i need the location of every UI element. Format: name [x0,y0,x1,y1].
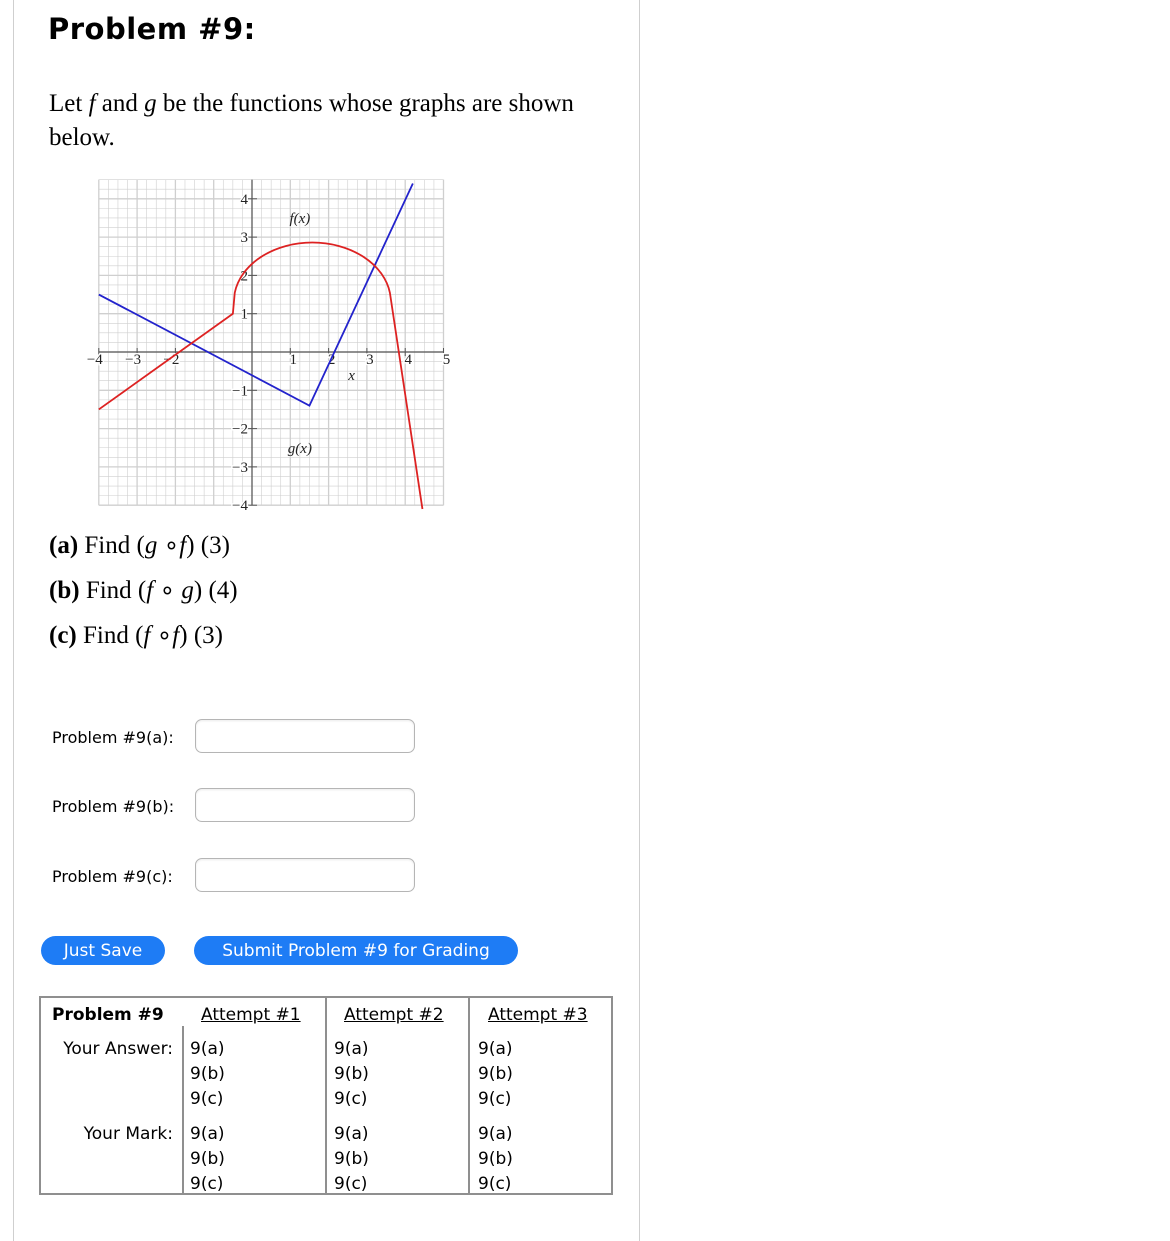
answer-input-c[interactable] [195,858,415,892]
y-tick-label: −2 [232,421,248,438]
your-mark-label: Your Mark: [83,1124,173,1144]
y-tick-label: −1 [232,383,248,400]
answer-label-c: Problem #9(c): [52,867,173,886]
f-curve [99,243,423,510]
x-tick-label: 2 [327,352,336,368]
f-curve-label: f(x) [289,210,311,227]
x-axis-label: x [348,367,355,384]
table-divider [182,1026,184,1193]
y-tick-label: 4 [240,191,248,208]
problem-statement: Let f and g be the functions whose graphs are shown below. [49,90,574,151]
attempt-3-link[interactable]: Attempt #3 [488,1005,588,1025]
left-border-line [13,0,14,1241]
page-title: Problem #9: [48,12,256,46]
function-graph [86,180,470,515]
y-tick-label: −3 [232,459,248,476]
x-tick-label: 5 [442,352,451,368]
answer-input-a[interactable] [195,719,415,753]
attempt-2-answers: 9(a) 9(b) 9(c) [334,1039,369,1109]
question-a: (a) Find (g ∘f) (3) [49,532,230,559]
attempt-1-marks: 9(a) 9(b) 9(c) [190,1124,225,1194]
g-curve-label: g(x) [287,440,312,457]
attempt-1-link[interactable]: Attempt #1 [201,1005,301,1025]
just-save-button[interactable]: Just Save [41,936,165,965]
x-tick-label: 3 [366,352,374,368]
your-answer-label: Your Answer: [63,1039,173,1059]
attempts-table [39,996,613,1195]
answer-input-b[interactable] [195,788,415,822]
right-border-line [639,0,640,1241]
attempt-2-link[interactable]: Attempt #2 [344,1005,444,1025]
table-divider [468,998,470,1193]
attempts-table-header: Problem #9 [52,1005,164,1025]
attempt-2-marks: 9(a) 9(b) 9(c) [334,1124,369,1194]
attempt-3-answers: 9(a) 9(b) 9(c) [478,1039,513,1109]
y-tick-label: −4 [232,498,248,515]
x-tick-label: −2 [163,352,180,368]
y-tick-label: 1 [240,306,248,323]
attempt-1-answers: 9(a) 9(b) 9(c) [190,1039,225,1109]
answer-label-a: Problem #9(a): [52,728,174,747]
question-b: (b) Find (f ∘ g) (4) [49,577,238,604]
y-tick-label: 3 [240,230,248,247]
x-tick-label: 4 [404,352,412,368]
y-tick-label: 2 [240,268,248,285]
x-tick-label: −3 [125,352,142,368]
attempt-3-marks: 9(a) 9(b) 9(c) [478,1124,513,1194]
table-divider [325,998,327,1193]
submit-for-grading-button[interactable]: Submit Problem #9 for Grading [194,936,518,965]
answer-label-b: Problem #9(b): [52,797,175,816]
x-tick-label: 1 [289,352,298,368]
question-c: (c) Find (f ∘f) (3) [49,622,223,649]
x-tick-label: −4 [86,352,103,368]
